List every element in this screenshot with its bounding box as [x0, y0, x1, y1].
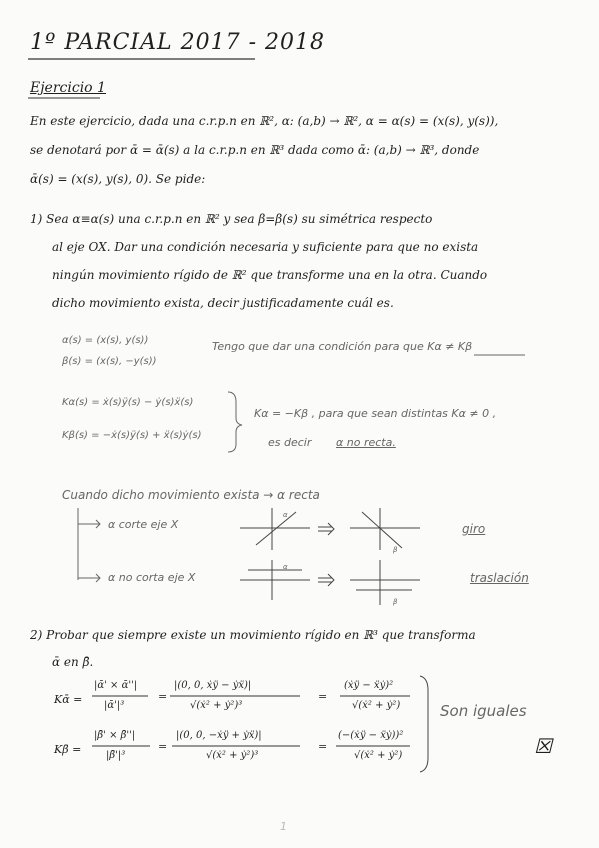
no-recta-text: α no recta. [336, 436, 396, 449]
k-alpha-f2-num: |(0, 0, ẋÿ − ẏẍ)| [174, 680, 252, 691]
k-beta-lhs: Kβ̄ = [54, 743, 82, 756]
qed-mark: ☒ [534, 734, 552, 758]
implies-arrow-1 [318, 523, 334, 535]
k-alpha-formula: Kα(s) = ẋ(s)ÿ(s) − ẏ(s)ẍ(s) [62, 397, 194, 408]
case-1-text: α corte eje X [108, 518, 179, 531]
k-beta-f2-den: √(ẋ² + ẏ²)³ [206, 750, 259, 761]
intro-line-2: se denotará por ᾱ = ᾱ(s) a la c.r.p.n en ℝ³ dada como ᾱ: (a,b) → ℝ³, donde [30, 143, 480, 157]
alpha-def: α(s) = (x(s), y(s)) [62, 335, 149, 346]
page-title: 1º PARCIAL 2017 - 2018 [30, 30, 325, 55]
sketch-beta-reflected [350, 508, 420, 550]
svg-text:=: = [318, 690, 328, 703]
traslacion-label: traslación [470, 571, 529, 585]
condition-note: Tengo que dar una condición para que Kα ≠ Kβ [212, 340, 473, 353]
k-alpha-f1-num: |ᾱ' × ᾱ''| [94, 680, 138, 691]
sketch-beta-parallel [350, 560, 420, 605]
sketch-alpha-crosses-axis [240, 508, 310, 550]
beta-def: β(s) = (x(s), −y(s)) [62, 356, 157, 367]
relation-text: Kα = −Kβ , para que sean distintas Kα ≠ 0 , [254, 407, 497, 420]
sketch-alpha-no-cross [240, 560, 310, 600]
when-exists-line: Cuando dicho movimiento exista → α recta [62, 488, 320, 502]
k-beta-f1-den: |β̄'|³ [106, 750, 126, 761]
k-alpha-f2-den: √(ẋ² + ẏ²)³ [190, 700, 243, 711]
q2-line-1: 2) Probar que siempre existe un movimiento rígido en ℝ³ que transforma [30, 628, 476, 642]
sketch2-beta-label: β [393, 598, 398, 606]
q1-line-4: dicho movimiento exista, decir justificadamente cuál es. [52, 296, 394, 310]
svg-text:=: = [318, 740, 328, 753]
k-beta-f2-num: |(0, 0, −ẋÿ + ẏẍ)| [176, 730, 262, 741]
k-beta-f1-num: |β̄' × β̄''| [94, 730, 136, 741]
right-brace-1 [228, 392, 242, 452]
svg-text:=: = [158, 740, 168, 753]
k-beta-f3-num: (−(ẋÿ − ẍẏ))² [338, 730, 404, 741]
conclusion-text: Son iguales [440, 702, 527, 720]
k-beta-formula: Kβ(s) = −ẋ(s)ÿ(s) + ẍ(s)ẏ(s) [62, 430, 202, 441]
implies-arrow-2 [318, 574, 334, 586]
right-bracket-2 [420, 676, 428, 772]
case-2-text: α no corta eje X [108, 571, 196, 584]
q1-line-2: al eje OX. Dar una condición necesaria y suficiente para que no exista [52, 240, 479, 254]
sketch-alpha-label: α [283, 511, 288, 519]
giro-label: giro [462, 522, 486, 536]
k-alpha-f3-den: √(ẋ² + ẏ²) [352, 700, 401, 711]
k-beta-f3-den: √(ẋ² + ẏ²) [354, 750, 403, 761]
intro-line-3: ᾱ(s) = (x(s), y(s), 0). Se pide: [30, 172, 206, 186]
sketch2-alpha-label: α [283, 563, 288, 571]
svg-text:=: = [158, 690, 168, 703]
k-alpha-lhs: Kᾱ = [54, 693, 83, 706]
faint-footer-mark: 1 [280, 820, 287, 833]
k-alpha-f3-num: (ẋÿ − ẍẏ)² [344, 680, 394, 691]
es-decir-text: es decir [268, 436, 312, 449]
q2-line-2: ᾱ en β̄. [52, 655, 94, 669]
exercise-heading: Ejercicio 1 [30, 80, 106, 96]
k-alpha-f1-den: |ᾱ'|³ [104, 700, 125, 711]
intro-line-1: En este ejercicio, dada una c.r.p.n en ℝ², α: (a,b) → ℝ², α = α(s) = (x(s), y(s)), [30, 114, 499, 128]
q1-line-3: ningún movimiento rígido de ℝ² que transforme una en la otra. Cuando [52, 268, 488, 282]
sketch-beta-label: β [393, 546, 398, 554]
q1-line-1: 1) Sea α≡α(s) una c.r.p.n en ℝ² y sea β=β(s) su simétrica respecto [30, 212, 433, 226]
